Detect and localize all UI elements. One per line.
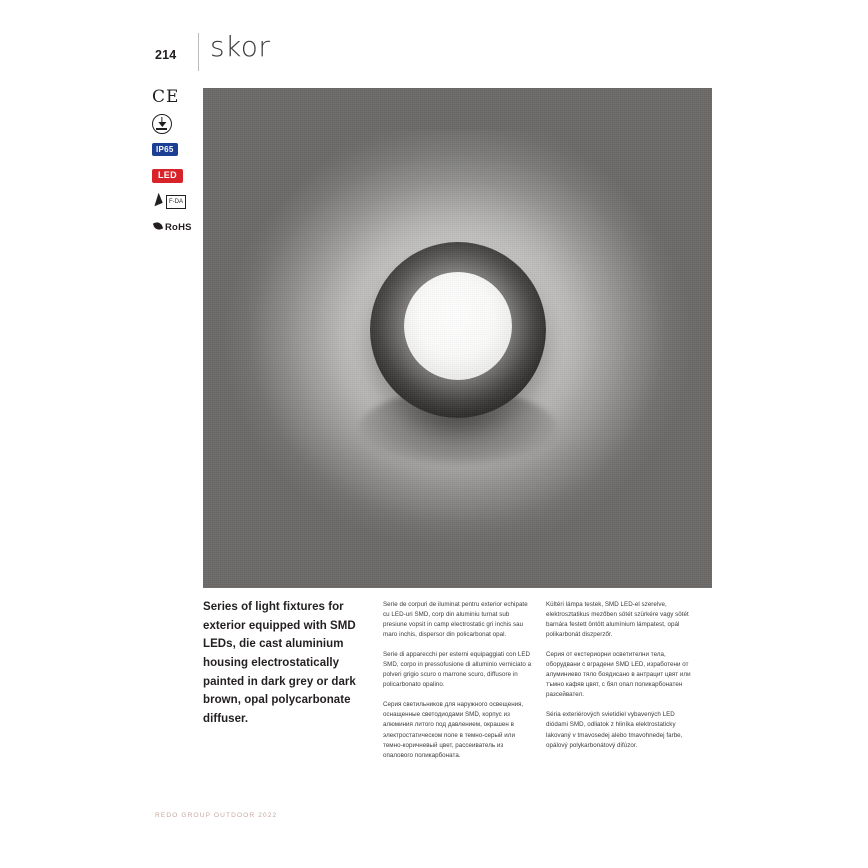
led-badge bbox=[152, 166, 196, 185]
product-photo bbox=[203, 88, 712, 588]
photo-texture bbox=[203, 88, 712, 588]
earth-arrow bbox=[161, 117, 162, 126]
page-number: 214 bbox=[155, 48, 177, 62]
ip65-badge bbox=[152, 140, 196, 159]
desc-paragraph: Séria exteriérových svietidiel vybavených LED diódami SMD, odliatok z hliníka elektrostaticky lakovaný v tmavosedej alebo tmavohnedej farbe, opálový polykarbonátový difúzor. bbox=[546, 711, 683, 749]
rohs-symbol bbox=[152, 222, 192, 233]
description-english: Series of light fixtures for exterior equipped with SMD LEDs, die cast aluminium housing electrostatically painted in dark grey or dark brown, opal polycarbonate diffuser. bbox=[203, 601, 356, 725]
footer-text: REDO GROUP OUTDOOR 2022 bbox=[155, 812, 278, 819]
lamp-beam-icon bbox=[152, 192, 196, 211]
beam-symbol bbox=[152, 193, 186, 210]
desc-paragraph: Serie de corpuri de iluminat pentru exterior echipate cu LED-uri SMD, corp din aluminiu turnat sub presiune vopsit in camp electrostatic gri inchis sau maro inchis, dispersor din policarbonat opal. bbox=[383, 601, 528, 639]
ce-mark-label: CE bbox=[152, 87, 180, 107]
class-ii-earth-icon bbox=[152, 114, 196, 133]
certification-icon-rail bbox=[152, 88, 196, 244]
led-label: LED bbox=[152, 169, 183, 183]
desc-paragraph: Серия от екстериорни осветителни тела, оборудвани с вградени SMD LED, изработени от алуминиево тяло боядисано в антрацит цвят или тъмно кафяв цвят, с бял опал поликарбонатен разсейвател. bbox=[546, 651, 691, 699]
ce-mark-icon bbox=[152, 88, 196, 107]
title-divider bbox=[198, 33, 199, 71]
rohs-leaf-icon bbox=[152, 222, 163, 233]
lamp-distance-label: F-DA bbox=[166, 195, 186, 209]
page-title: skor bbox=[210, 30, 271, 63]
rohs-icon bbox=[152, 218, 196, 237]
earth-symbol bbox=[152, 114, 172, 134]
desc-paragraph: Kültéri lámpa testek, SMD LED-el szerelve, elektrosztatikus mezőben sötét szürkére vagy sötét barnára festett öntött alumínium lámpatest, opál polikarbonát diszperzőr. bbox=[546, 601, 689, 639]
desc-paragraph: Serie di apparecchi per esterni equipaggiati con LED SMD, corpo in pressofusione di alluminio verniciato a polveri grigio scuro o marrone scuro, diffusore in policarbonato opalino. bbox=[383, 651, 532, 689]
beam-cone bbox=[150, 193, 162, 207]
description-column-2 bbox=[383, 600, 535, 771]
earth-base bbox=[156, 128, 167, 129]
desc-paragraph: Серия светильников для наружного освещения, оснащенные светодиодами SMD, корпус из алюминия литого под давлением, окрашен в электростатическом поле в темно-серый или темно-коричневый цвет, рассеиватель из опалового поликарбоната. bbox=[383, 701, 524, 759]
description-column-3 bbox=[546, 600, 698, 761]
ip65-label: IP65 bbox=[152, 143, 178, 156]
rohs-label: RoHS bbox=[165, 222, 192, 233]
